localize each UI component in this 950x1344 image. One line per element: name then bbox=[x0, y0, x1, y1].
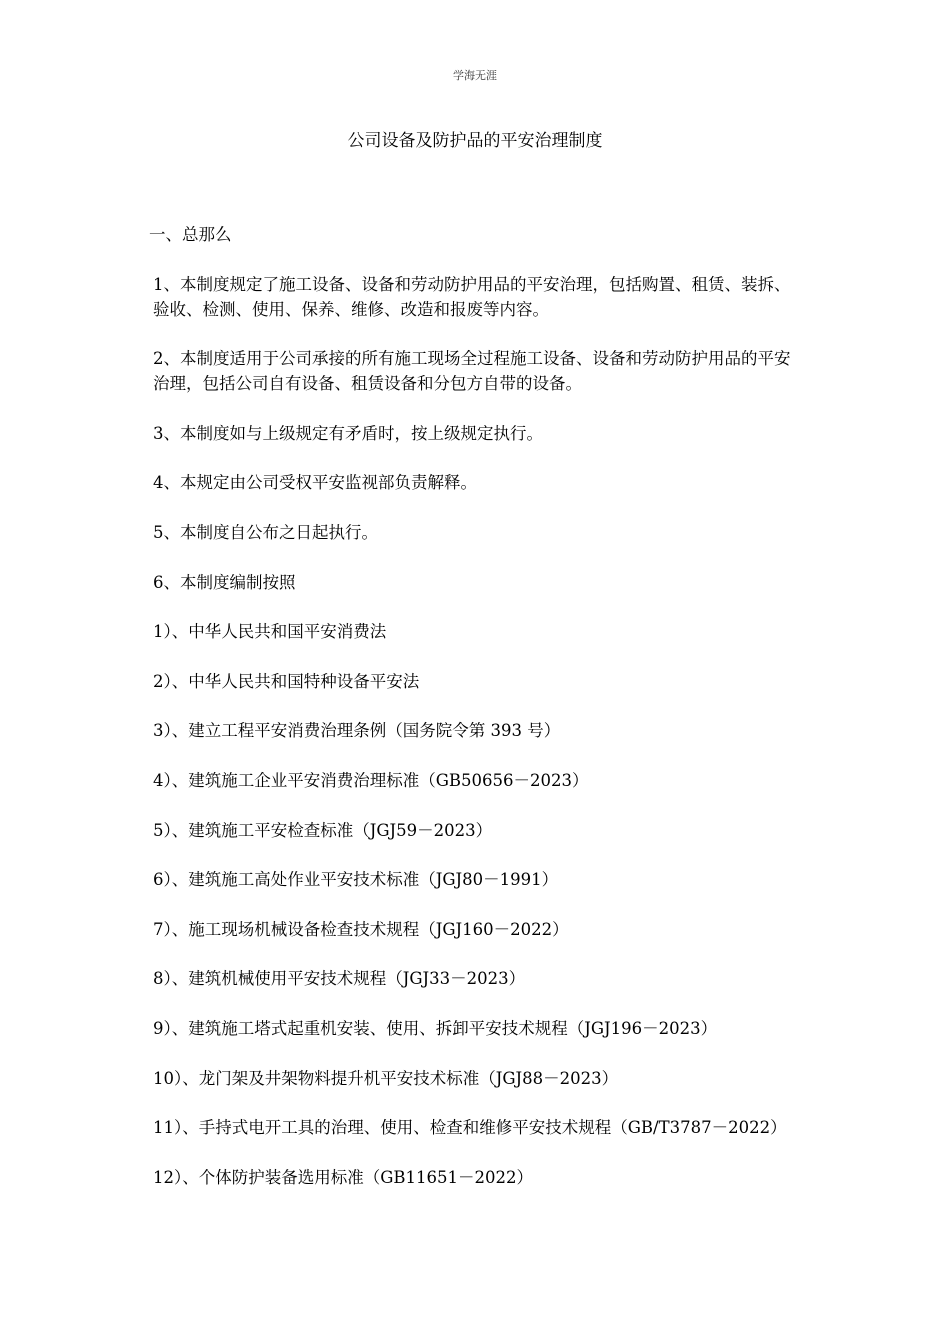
reference-item: 9）、建筑施工塔式起重机安装、使用、拆卸平安技术规程（JGJ196－2023） bbox=[153, 1018, 718, 1038]
document-body bbox=[149, 222, 801, 1214]
reference-item: 10）、龙门架及井架物料提升机平安技术标准（JGJ88－2023） bbox=[153, 1068, 619, 1088]
reference-item: 12）、个体防护装备选用标准（GB11651－2022） bbox=[153, 1167, 534, 1187]
reference-item: 7）、施工现场机械设备检查技术规程（JGJ160－2022） bbox=[153, 919, 569, 939]
reference-item: 4）、建筑施工企业平安消费治理标准（GB50656－2023） bbox=[153, 770, 589, 790]
paragraph-4: 4、本规定由公司受权平安监视部负责解释。 bbox=[153, 473, 477, 493]
reference-item: 3）、建立工程平安消费治理条例（国务院令第 393 号） bbox=[153, 721, 561, 741]
reference-item: 1）、中华人民共和国平安消费法 bbox=[153, 622, 387, 642]
paragraph-1: 1、本制度规定了施工设备、设备和劳动防护用品的平安治理，包括购置、租赁、装拆、验收、检测、使用、保养、维修、改造和报废等内容。 bbox=[153, 274, 791, 319]
document-title: 公司设备及防护品的平安治理制度 bbox=[347, 131, 603, 151]
reference-item: 6）、建筑施工高处作业平安技术标准（JGJ80－1991） bbox=[153, 870, 559, 890]
paragraph-3: 3、本制度如与上级规定有矛盾时，按上级规定执行。 bbox=[153, 423, 543, 443]
section-heading: 一、总那么 bbox=[149, 225, 232, 244]
page-header: 学海无涯 bbox=[453, 69, 497, 82]
paragraph-2: 2、本制度适用于公司承接的所有施工现场全过程施工设备、设备和劳动防护用品的平安治理，包括公司自有设备、租赁设备和分包方自带的设备。 bbox=[153, 349, 791, 394]
reference-item: 11）、手持式电开工具的治理、使用、检查和维修平安技术规程（GB/T3787－2022） bbox=[153, 1118, 787, 1138]
reference-item: 5）、建筑施工平安检查标准（JGJ59－2023） bbox=[153, 820, 493, 840]
paragraph-6: 6、本制度编制按照 bbox=[153, 572, 296, 592]
reference-item: 2）、中华人民共和国特种设备平安法 bbox=[153, 671, 420, 691]
reference-item: 8）、建筑机械使用平安技术规程（JGJ33－2023） bbox=[153, 969, 526, 989]
paragraph-5: 5、本制度自公布之日起执行。 bbox=[153, 522, 378, 542]
